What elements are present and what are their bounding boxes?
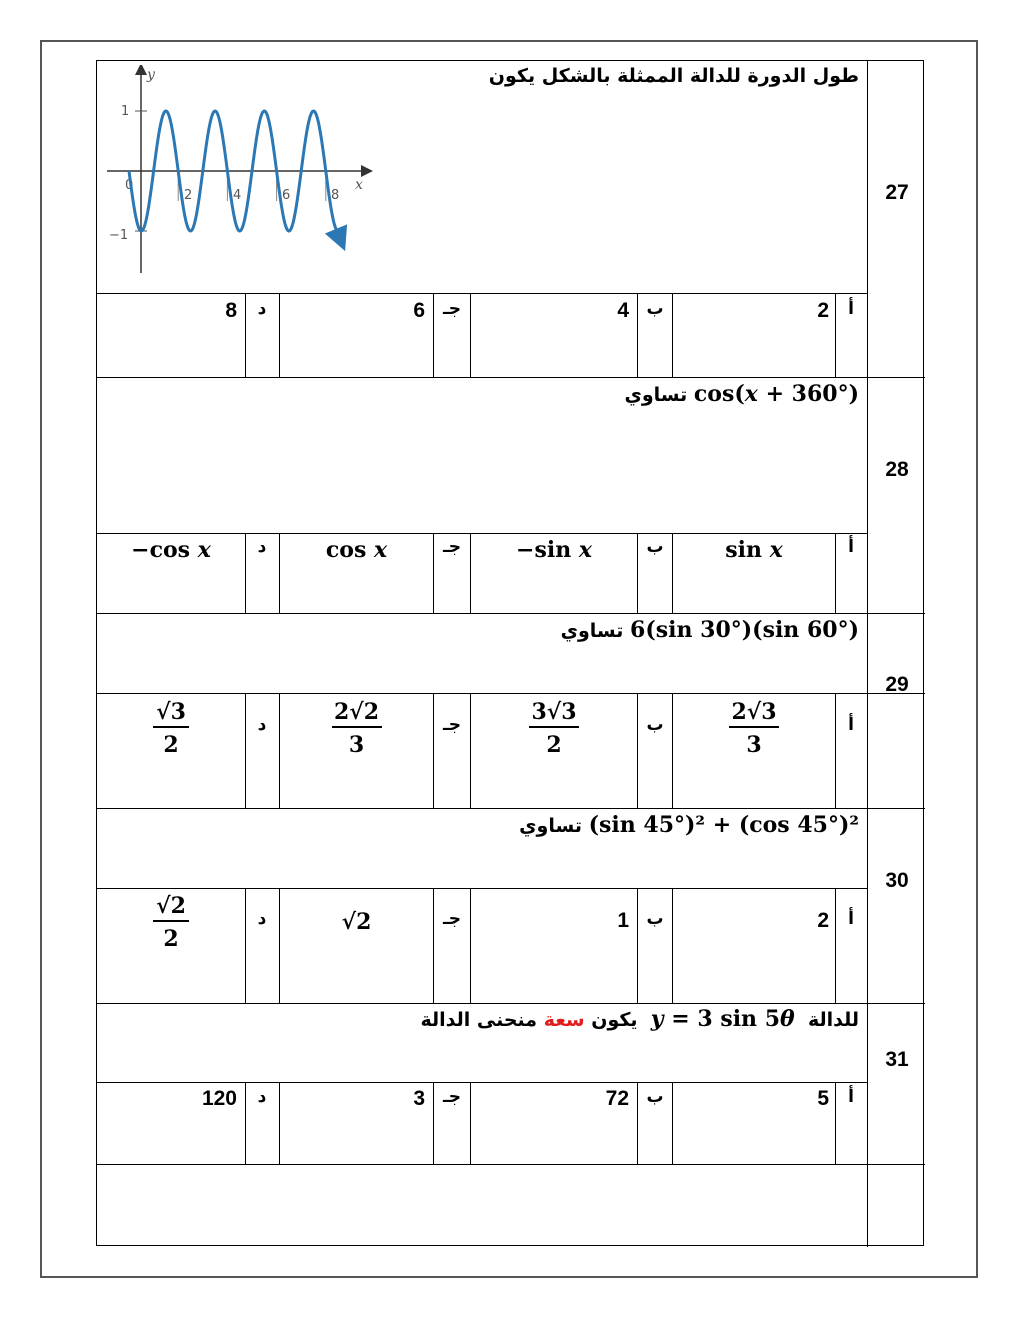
- highlighted-word: سعة: [543, 1009, 585, 1031]
- option-c[interactable]: 2√2 3: [280, 701, 433, 756]
- questions-table: [96, 60, 924, 1246]
- x-tick-2: 2: [184, 188, 193, 203]
- question-text: للدالة y = 3 sin 5θ يكون سعة منحنى الدالة: [420, 1006, 859, 1032]
- question-expression: cos(x + 360°): [693, 381, 859, 407]
- option-d[interactable]: √2 2: [97, 895, 245, 950]
- option-letter-a: أ: [848, 715, 854, 735]
- option-d[interactable]: √3 2: [97, 701, 245, 756]
- row-divider: [97, 808, 925, 809]
- option-letter-c: جـ: [442, 715, 462, 735]
- x-tick-6: 6: [282, 188, 291, 203]
- option-letter-d: د: [257, 909, 267, 929]
- question-text: طول الدورة للدالة الممثلة بالشكل يكون: [488, 65, 859, 87]
- option-b[interactable]: 1: [617, 909, 629, 932]
- option-b[interactable]: 72: [605, 1087, 629, 1110]
- x-tick-0: 0: [125, 178, 134, 193]
- x-axis-label: x: [355, 177, 363, 193]
- x-tick-8: 8: [331, 188, 340, 203]
- option-d[interactable]: 8: [225, 299, 237, 322]
- sine-curve: [129, 111, 341, 240]
- option-letter-d: د: [257, 1087, 267, 1107]
- row-divider: [97, 613, 925, 614]
- row-divider: [97, 293, 867, 294]
- option-letter-d: د: [257, 715, 267, 735]
- option-letter-c: جـ: [442, 1087, 462, 1107]
- option-c[interactable]: cos x: [325, 537, 388, 563]
- question-number: 28: [885, 458, 909, 481]
- option-c[interactable]: 3: [413, 1087, 425, 1110]
- row-divider: [97, 1082, 867, 1083]
- question-text: (sin 45°)² + (cos 45°)² تساوي: [519, 812, 859, 838]
- option-a[interactable]: 2: [817, 909, 829, 932]
- x-tick-4: 4: [233, 188, 242, 203]
- y-tick-1: 1: [121, 104, 130, 119]
- option-letter-b: ب: [646, 299, 664, 319]
- option-letter-a: أ: [848, 1087, 854, 1107]
- option-b[interactable]: 3√3 2: [471, 701, 637, 756]
- option-b[interactable]: −sin x: [516, 537, 592, 563]
- option-b[interactable]: 4: [617, 299, 629, 322]
- row-divider: [97, 888, 867, 889]
- option-letter-a: أ: [848, 299, 854, 319]
- option-d[interactable]: 120: [201, 1087, 237, 1110]
- option-letter-d: د: [257, 299, 267, 319]
- option-c[interactable]: 6: [413, 299, 425, 322]
- option-a[interactable]: sin x: [725, 537, 783, 563]
- row-divider: [97, 1003, 925, 1004]
- option-letter-d: د: [257, 537, 267, 557]
- option-letter-c: جـ: [442, 909, 462, 929]
- question-number: 27: [885, 181, 909, 204]
- option-letter-a: أ: [848, 909, 854, 929]
- row-divider: [97, 533, 867, 534]
- option-d[interactable]: −cos x: [131, 537, 211, 563]
- option-letter-b: ب: [646, 909, 664, 929]
- question-expression: 6(sin 30°)(sin 60°): [630, 617, 859, 643]
- number-column-divider: [867, 61, 868, 1247]
- option-letter-b: ب: [646, 537, 664, 557]
- option-a[interactable]: 5: [817, 1087, 829, 1110]
- question-number: 31: [885, 1048, 909, 1071]
- option-letter-b: ب: [646, 715, 664, 735]
- option-letter-c: جـ: [442, 299, 462, 319]
- option-letter-c: جـ: [442, 537, 462, 557]
- row-divider: [97, 693, 925, 694]
- question-text: cos(x + 360°) تساوي: [624, 381, 859, 407]
- question-text: 6(sin 30°)(sin 60°) تساوي: [560, 617, 859, 643]
- option-letter-a: أ: [848, 537, 854, 557]
- sine-graph: [105, 65, 375, 281]
- question-expression: y = 3 sin 5θ: [650, 1006, 795, 1032]
- option-c[interactable]: √2: [341, 909, 372, 935]
- question-number: 30: [885, 869, 909, 892]
- row-divider: [97, 377, 925, 378]
- option-a[interactable]: 2√3 3: [673, 701, 835, 756]
- question-number: 29: [885, 673, 909, 696]
- option-a[interactable]: 2: [817, 299, 829, 322]
- y-tick-neg1: −1: [109, 228, 129, 243]
- empty-row: [97, 1164, 867, 1247]
- option-letter-b: ب: [646, 1087, 664, 1107]
- y-axis-label: y: [147, 67, 155, 83]
- question-expression: (sin 45°)² + (cos 45°)²: [588, 812, 859, 838]
